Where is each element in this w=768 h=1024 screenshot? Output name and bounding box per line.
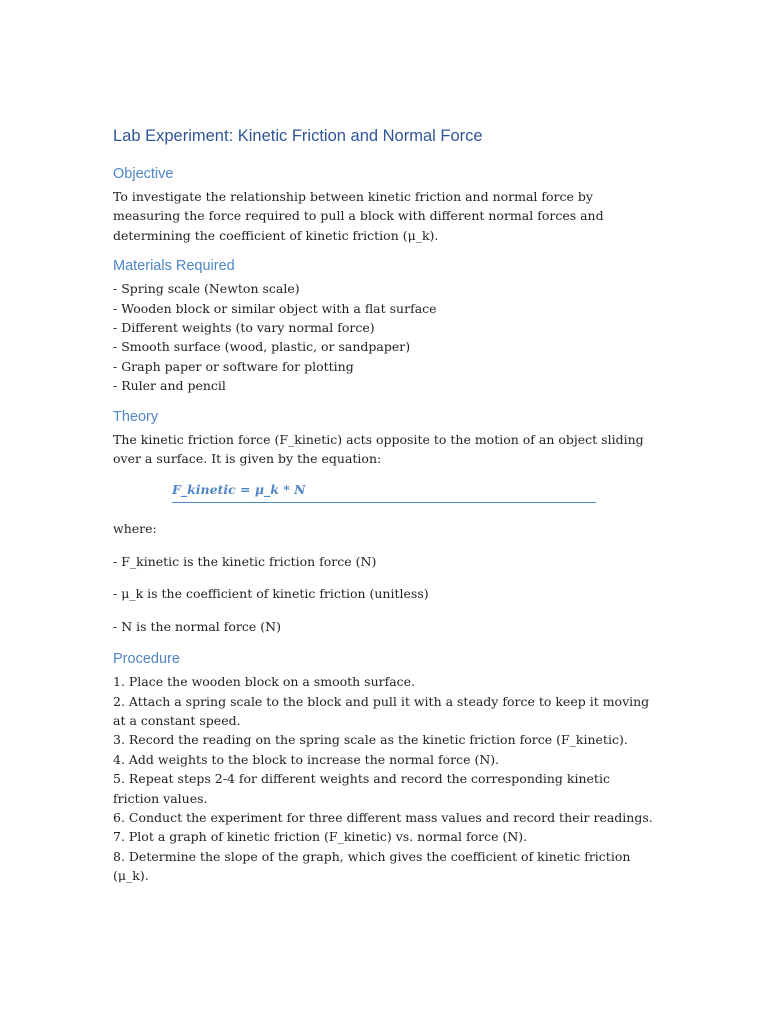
definition-item: - F_kinetic is the kinetic friction force (N) [113, 553, 377, 569]
materials-item: - Smooth surface (wood, plastic, or sandpaper) [113, 339, 411, 355]
definition-item: - N is the normal force (N) [113, 618, 281, 634]
procedure-step: 7. Plot a graph of kinetic friction (F_kinetic) vs. normal force (N). [113, 829, 528, 845]
procedure-list [113, 672, 658, 885]
procedure-step: 1. Place the wooden block on a smooth surface. [113, 674, 416, 690]
materials-item: - Graph paper or software for plotting [113, 358, 354, 374]
document-page [113, 124, 658, 897]
theory-heading: Theory [113, 408, 159, 425]
procedure-step: 5. Repeat steps 2-4 for different weights and record the corresponding kinetic friction values. [113, 771, 610, 806]
objective-text: To investigate the relationship between kinetic friction and normal force by measuring the force required to pull a block with different normal forces and determining the coefficient of kinetic friction (μ_k). [113, 189, 604, 243]
procedure-step: 2. Attach a spring scale to the block and pull it with a steady force to keep it moving at a constant speed. [113, 693, 650, 728]
procedure-step: 4. Add weights to the block to increase the normal force (N). [113, 751, 500, 767]
materials-list [113, 279, 658, 395]
materials-item: - Ruler and pencil [113, 378, 226, 394]
definition-item: - μ_k is the coefficient of kinetic friction (unitless) [113, 586, 429, 602]
friction-equation: F_kinetic = μ_k * N [172, 482, 306, 498]
procedure-step: 8. Determine the slope of the graph, which gives the coefficient of kinetic friction (μ_k). [113, 848, 631, 884]
procedure-heading: Procedure [113, 651, 180, 668]
theory-section [113, 407, 658, 636]
materials-heading: Materials Required [113, 258, 235, 275]
materials-section [113, 256, 658, 395]
procedure-step: 3. Record the reading on the spring scale as the kinetic friction force (F_kinetic). [113, 732, 628, 748]
objective-heading: Objective [113, 166, 174, 182]
materials-item: - Wooden block or similar object with a flat surface [113, 300, 437, 316]
materials-item: - Different weights (to vary normal force) [113, 320, 375, 336]
equation-block [172, 479, 596, 503]
page-title: Lab Experiment: Kinetic Friction and Normal Force [113, 127, 483, 145]
where-label: where: [113, 521, 157, 537]
procedure-step: 6. Conduct the experiment for three different mass values and record their readings. [113, 809, 653, 825]
materials-item: - Spring scale (Newton scale) [113, 281, 300, 297]
theory-intro: The kinetic friction force (F_kinetic) acts opposite to the motion of an object sliding over a surface. It is given by the equation: [113, 431, 644, 467]
objective-section [113, 164, 658, 245]
procedure-section [113, 649, 658, 885]
